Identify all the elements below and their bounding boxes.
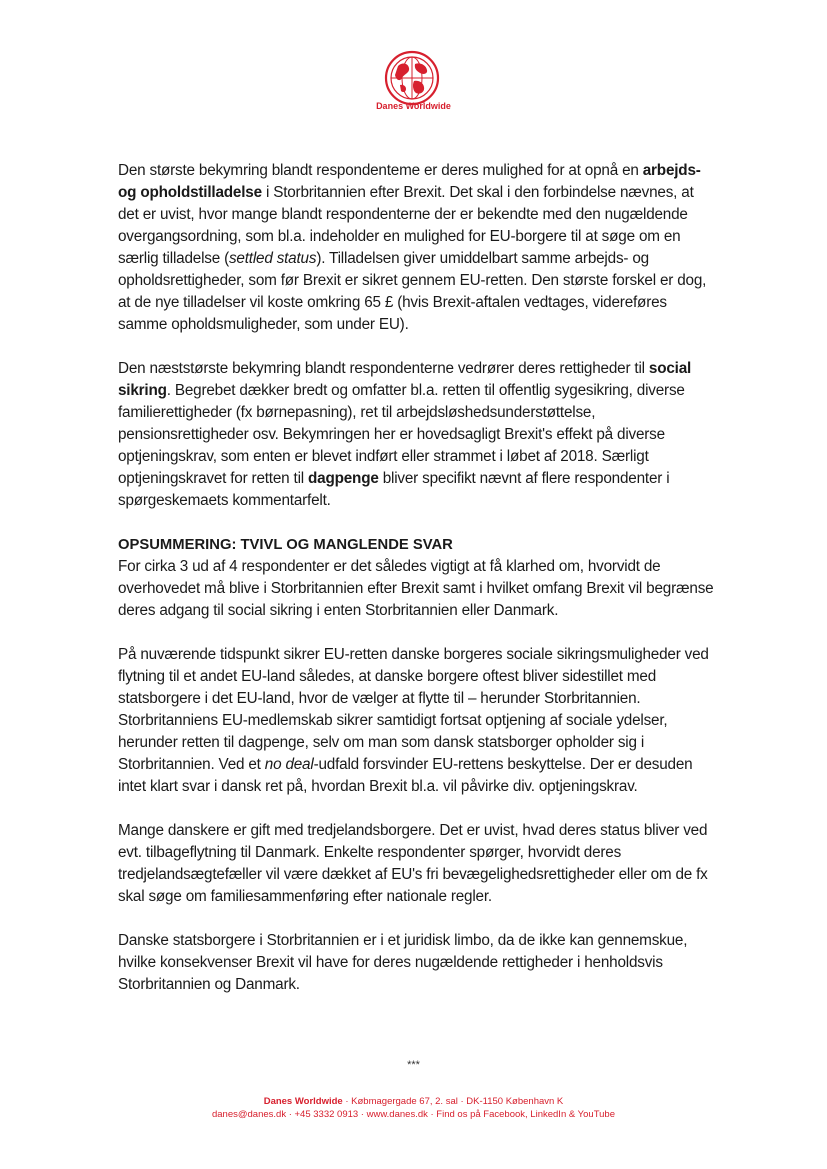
- footer-org: Danes Worldwide: [263, 1096, 343, 1107]
- text-run: . Begrebet dækker bredt og omfatter bl.a. retten til offentlig sygesikring, diverse familierettigheder (fx børnepasning), ret til arbejdsløshedsunderstøttelse, pensionsrettigheder osv. Bekymringen her er hovedsagligt Brexit's effekt på diverse optjeningskrav, som enten er blevet indført eller strammet i løbet af 2018. Særligt optjeningskravet for retten til: [118, 382, 685, 487]
- bold-term: arbejds- og opholdstilladelse: [118, 162, 701, 201]
- document-body: [118, 160, 718, 1018]
- italic-term: settled status: [228, 250, 317, 267]
- section-heading: OPSUMMERING: TVIVL OG MANGLENDE SVAR: [118, 537, 453, 553]
- paragraph-2: [118, 358, 718, 512]
- paragraph-6: Danske statsborgere i Storbritannien er i et juridisk limbo, da de ikke kan gennemskue, hvilke konsekvenser Brexit vil have for deres nugældende rettigheder i henholdsvis Storbritannien og Danmark.: [118, 932, 688, 993]
- bold-term: dagpenge: [308, 470, 379, 487]
- paragraph-1: [118, 160, 718, 336]
- footer: [0, 1095, 827, 1121]
- footer-address: · Købmagergade 67, 2. sal · DK-1150 København K: [342, 1096, 564, 1107]
- text-run: Den største bekymring blandt respondenteme er deres mulighed for at opnå en: [118, 162, 643, 179]
- brand-name: Danes Worldwide: [376, 101, 451, 111]
- italic-term: no deal: [264, 756, 314, 773]
- text-run: ). Tilladelsen giver umiddelbart samme arbejds- og opholdsrettigheder, som før Brexit er sikret gennem EU-retten. Den største forskel er dog, at de nye tilladelser vil koste omkring 65 £ (hvis Brexit-aftalen vedtages, videreføres samme opholdsmuligheder, som under EU).: [118, 250, 707, 333]
- text-run: -udfald forsvinder EU-rettens beskyttelse. Der er desuden intet klart svar i dansk ret på, hvordan Brexit bl.a. vil påvirke div. optjeningskrav.: [118, 756, 693, 795]
- separator: ***: [407, 1059, 420, 1071]
- text-run: Den næststørste bekymring blandt respondenterne vedrører deres rettigheder til: [118, 360, 649, 377]
- paragraph-3: For cirka 3 ud af 4 respondenter er det således vigtigt at få klarhed om, hvorvidt de overhovedet må blive i Storbritannien efter Brexit samt i hvilket omfang Brexit vil begrænse deres adgang til social sikring i enten Storbritannien eller Danmark.: [118, 558, 714, 619]
- footer-contact[interactable]: danes@danes.dk · +45 3332 0913 · www.danes.dk · Find os på Facebook, LinkedIn & YouTube: [211, 1109, 616, 1120]
- text-run: På nuværende tidspunkt sikrer EU-retten danske borgeres sociale sikringsmuligheder ved flytning til et andet EU-land således, at danske borgere oftest bliver sidestillet med statsborgere i det EU-land, hvor de vælger at flytte til – herunder Storbritannien. Storbritanniens EU-medlemskab sikrer samtidigt fortsat optjening af sociale ydelser, herunder retten til dagpenge, selv om man som dansk statsborger opholder sig i Storbritannien. Ved et: [118, 646, 709, 773]
- paragraph-5: Mange danskere er gift med tredjelandsborgere. Det er uvist, hvad deres status bliver ved evt. tilbageflytning til Danmark. Enkelte respondenter spørger, hvorvidt deres tredjelandsægtefæller vil være dækket af EU's fri bevægelighedsrettigheder eller om de fx skal søge om familiesammenføring efter nationale regler.: [118, 822, 708, 905]
- bold-term: social sikring: [118, 360, 692, 399]
- footer-line-1: [0, 1095, 827, 1108]
- text-run: i Storbritannien efter Brexit. Det skal i den forbindelse nævnes, at det er uvist, hvor mange blandt respondenterne der er bekendte med den nugældende overgangsordning, som bl.a. indeholder en mulighed for EU-borgere til at søge om en særlig tilladelse (: [118, 184, 694, 267]
- globe-icon: [384, 50, 440, 106]
- paragraph-4: [118, 644, 718, 798]
- text-run: bliver specifikt nævnt af flere respondenter i spørgeskemaets kommentarfelt.: [118, 470, 670, 509]
